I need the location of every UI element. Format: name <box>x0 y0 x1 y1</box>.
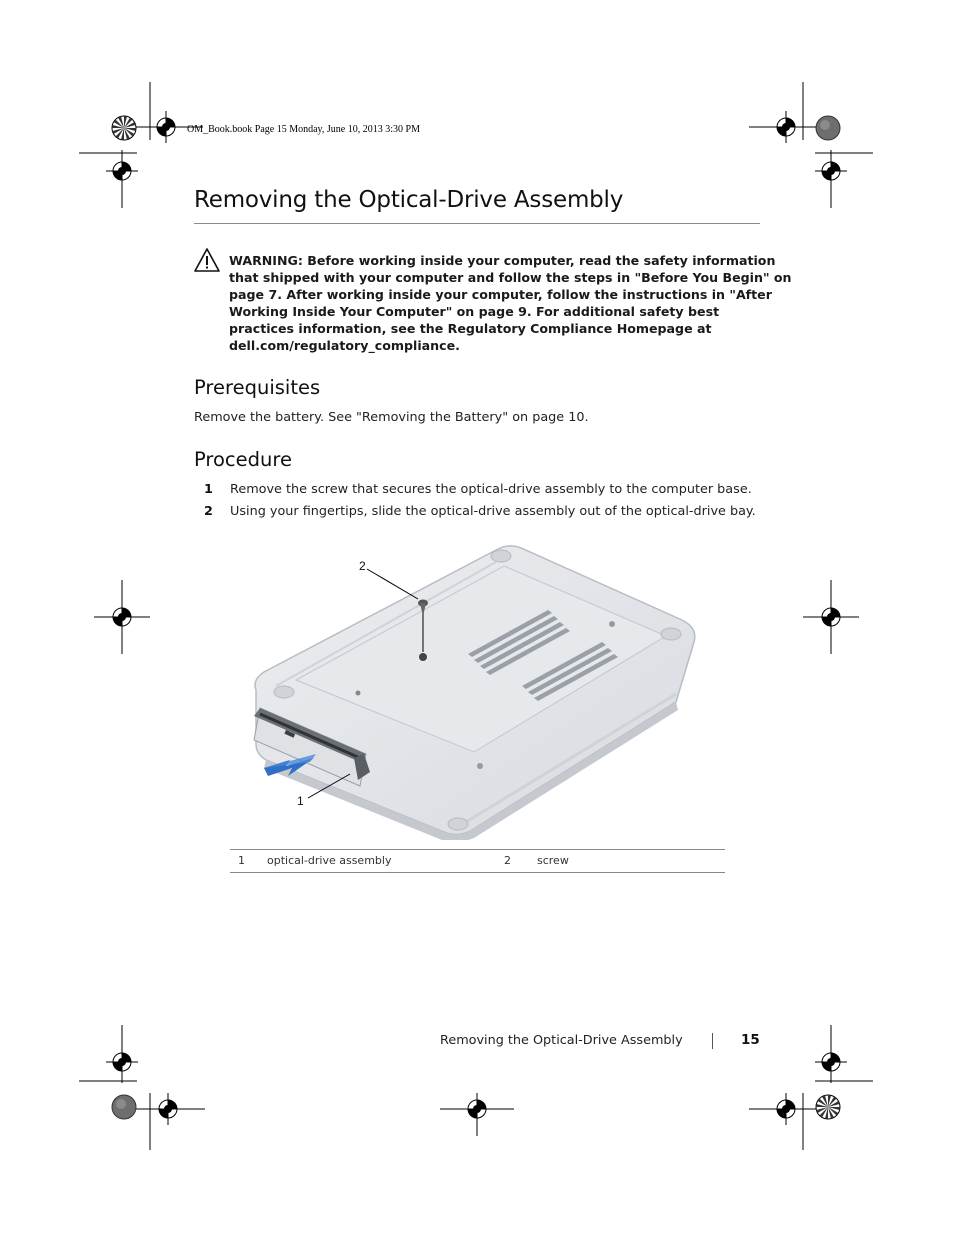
warning-line: page 7. After working inside your computer, follow the instructions in "After <box>229 287 772 302</box>
title-rule <box>194 223 760 224</box>
prerequisites-heading: Prerequisites <box>194 376 321 399</box>
registration-mark-icon <box>815 1046 847 1078</box>
print-slug: OM_Book.book Page 15 Monday, June 10, 2013 3:30 PM <box>187 124 420 135</box>
legend-label: screw <box>537 854 569 867</box>
warning-line: practices information, see the Regulatory Compliance Homepage at <box>229 321 712 336</box>
figure-legend <box>230 849 725 873</box>
callout-2: 2 <box>359 559 366 573</box>
warning-triangle-icon <box>193 247 221 273</box>
color-bar-target-icon <box>112 116 136 140</box>
registration-mark-icon <box>106 1046 138 1078</box>
warning-line: Working Inside Your Computer" on page 9. For additional safety best <box>229 304 720 319</box>
legend-number: 1 <box>238 854 245 867</box>
warning-note <box>229 252 792 354</box>
prerequisites-text: Remove the battery. See "Removing the Battery" on page 10. <box>194 410 589 425</box>
registration-mark-icon <box>815 155 847 187</box>
warning-line: WARNING: Before working inside your computer, read the safety information <box>229 253 776 268</box>
footer-separator <box>712 1033 713 1049</box>
warning-line: that shipped with your computer and follow the steps in "Before You Begin" on <box>229 270 792 285</box>
step-number: 2 <box>204 504 213 519</box>
color-bar-target-icon <box>816 116 840 140</box>
step-number: 1 <box>204 482 213 497</box>
footer-section-title: Removing the Optical-Drive Assembly <box>440 1033 683 1048</box>
laptop-illustration <box>246 540 706 840</box>
step-text: Remove the screw that secures the optical-drive assembly to the computer base. <box>230 482 752 497</box>
procedure-heading: Procedure <box>194 448 292 471</box>
callout-1: 1 <box>297 794 304 808</box>
warning-line: dell.com/regulatory_compliance. <box>229 338 460 353</box>
page-title: Removing the Optical-Drive Assembly <box>194 187 624 213</box>
step-text: Using your fingertips, slide the optical-drive assembly out of the optical-drive bay. <box>230 504 756 519</box>
legend-label: optical-drive assembly <box>267 854 392 867</box>
registration-mark-icon <box>106 155 138 187</box>
color-bar-target-icon <box>112 1095 136 1119</box>
page-number: 15 <box>741 1032 760 1048</box>
color-bar-target-icon <box>816 1095 840 1119</box>
legend-number: 2 <box>504 854 511 867</box>
